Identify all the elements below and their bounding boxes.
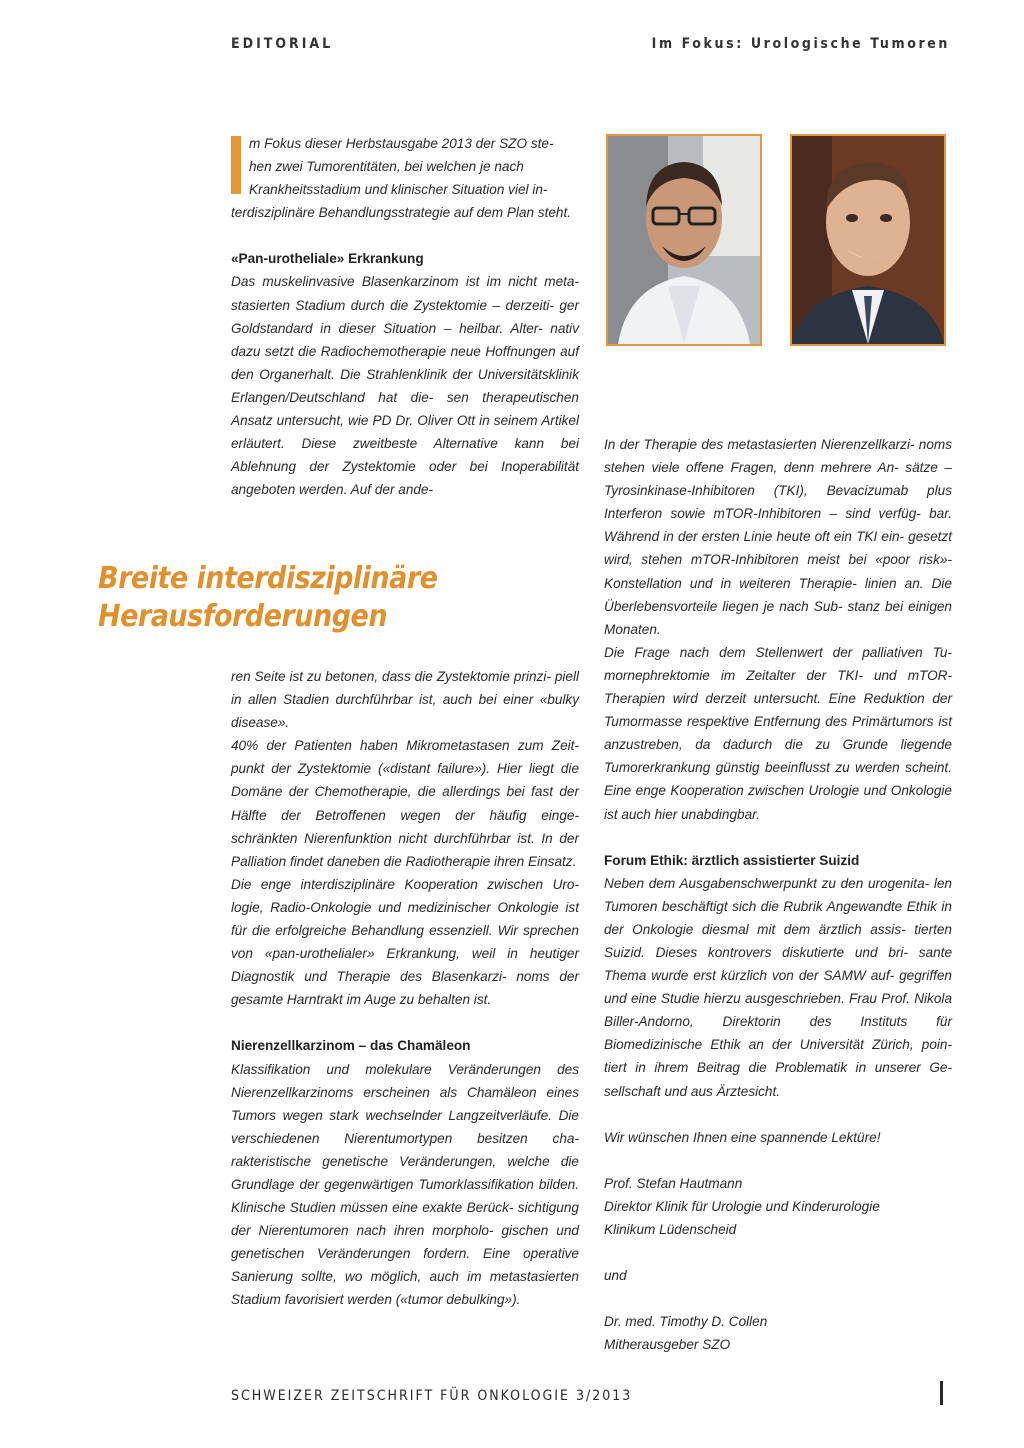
portrait-photo-hautmann: [606, 134, 762, 346]
portrait-photo-collen: [790, 134, 946, 346]
drop-cap-i: [231, 136, 241, 194]
intro-line-2: hen zwei Tumorentitäten, bei welchen je nach: [249, 159, 524, 175]
page-number-mark: [940, 1381, 943, 1405]
paragraph-metastatic-therapy: In der Therapie des metastasierten Nierenzellkarzi- noms stehen viele offene Fragen, denn mehrere An- sätze – Tyrosinkinase-Inhibitoren (TKI), Bevacizumab plus Interferon sowie mTOR-Inhibitoren – sind verfüg- bar. Während in der ersten Linie heute oft ein TKI ein- gesetzt wird, stehen mTOR-Inhibitoren meist bei «poor risk»-Konstellation und in weiteren Therapie- linien an. Die Überlebensvorteile liegen je nach Sub- stanz bei einigen Monaten.: [604, 437, 952, 637]
heading-chameleon: Nierenzellkarzinom – das Chamäleon: [231, 1038, 471, 1054]
right-column: [604, 433, 952, 1356]
intro-rest: terdisziplinäre Behandlungsstrategie auf dem Plan steht.: [231, 205, 572, 221]
closing-wish: Wir wünschen Ihnen eine spannende Lektüre!: [604, 1129, 881, 1145]
intro-line-3: Krankheitsstadium und klinischer Situation viel in-: [249, 182, 548, 198]
headline-line-2: Herausforderungen: [98, 599, 388, 634]
paragraph-renal-cell: Klassifikation und molekulare Veränderungen des Nierenzellkarzinoms erscheinen als Chamäleon eines Tumors wegen stark wechselnder Langzeitverläufe. Die verschiedenen Nierentumortypen besitzen cha- rakteristische genetische Veränderungen, welche die Grundlage der gegenwärtigen Tumorklassifikation bilden. Klinische Studien müssen eine exakte Berück- sichtigung der Nierentumoren nach ihren morpholo- gischen und genetischen Veränderungen fordern. Eine operative Sanierung sollte, wo möglich, auch im metastasierten Stadium favorisiert werden («tumor debulking»).: [231, 1061, 579, 1308]
headline-line-1: Breite interdisziplinäre: [98, 561, 438, 596]
heading-pan-urothelial: «Pan-urotheliale» Erkrankung: [231, 251, 424, 267]
headline: [98, 560, 518, 636]
topic-label: Im Fokus: Urologische Tumoren: [651, 36, 950, 52]
paragraph-cooperation: Die enge interdisziplinäre Kooperation zwischen Uro- logie, Radio-Onkologie und medizinischer Onkologie ist für die erfolgreiche Behandlung essenziell. Wir sprechen von «pan-urothelialer» Erkrankung, weil in heutiger Diagnostik und Therapie des Blasenkarzi- noms der gesamte Harntrakt im Auge zu behalten ist.: [231, 876, 579, 1008]
author-1-name: Prof. Stefan Hautmann: [604, 1175, 743, 1191]
journal-footer: SCHWEIZER ZEITSCHRIFT FÜR ONKOLOGIE 3/2013: [231, 1388, 633, 1404]
paragraph-bladder-carcinoma: Das muskelinvasive Blasenkarzinom ist im nicht meta- stasierten Stadium durch die Zystektomie – derzeiti- ger Goldstandard in dieser Situation – heilbar. Alter- nativ dazu setzt die Radiochemotherapie neue Hoffnungen auf den Organerhalt. Die Strahlenklinik der Universitätsklinik Erlangen/Deutschland hat die- sen therapeutischen Ansatz untersucht, wie PD Dr. Oliver Ott in seinem Artikel erläutert. Diese zweitbeste Alternative kann bei Ablehnung der Zystektomie oder bei Inoperabilität angeboten werden. Auf der ande-: [231, 274, 579, 498]
author-2-name: Dr. med. Timothy D. Collen: [604, 1314, 768, 1330]
paragraph-assisted-suicide: Neben dem Ausgabenschwerpunkt zu den urogenita- len Tumoren beschäftigt sich die Rubrik Angewandte Ethik in der Onkologie diesmal mit dem ärztlich assis- tierten Suizid. Dieses kontrovers diskutierte und bri- sante Thema wurde erst kürzlich von der SAMW auf- gegriffen und eine Studie hierzu ausgeschrieben. Frau Prof. Nikola Biller-Andorno, Direktorin des Instituts für Biomedizinische Ethik an der Universität Zürich, poin- tiert in ihrem Beitrag die Problematik in unserer Ge- sellschaft und aus Ärztesicht.: [604, 875, 952, 1099]
paragraph-micrometastases: 40% der Patienten haben Mikrometastasen zum Zeit- punkt der Zystektomie («distant failure»). Hier liegt die Domäne der Chemotherapie, die allerdings bei fast der Hälfte der Betroffenen wegen der häufig einge- schränkten Nierenfunktion nicht durchführbar ist. In der Palliation findet daneben die Radiotherapie ihren Einsatz.: [231, 738, 579, 869]
conjunction-und: und: [604, 1268, 627, 1283]
author-2-role: Mitherausgeber SZO: [604, 1337, 731, 1353]
heading-forum-ethik: Forum Ethik: ärztlich assistierter Suizid: [604, 852, 860, 868]
paragraph-cystectomy: ren Seite ist zu betonen, dass die Zystektomie prinzi- piell in allen Stadien durchführbar ist, auch bei einer «bulky disease».: [231, 669, 579, 731]
paragraph-nephrectomy: Die Frage nach dem Stellenwert der palliativen Tu- mornephrektomie im Zeitalter der TKI- und mTOR- Therapien wird derzeit untersucht. Eine Reduktion der Tumormasse respektive Entfernung des Primärtumors ist anzustreben, da dadurch die zu Grunde liegende Tumorerkrankung günstig beeinflusst zu werden scheint. Eine enge Kooperation zwischen Urologie und Onkologie ist auch hier unabdingbar.: [604, 644, 952, 822]
intro-line-1: m Fokus dieser Herbstausgabe 2013 der SZO ste-: [249, 136, 554, 151]
section-label: EDITORIAL: [231, 36, 334, 52]
intro-block: [231, 132, 579, 224]
author-1-place: Klinikum Lüdenscheid: [604, 1221, 737, 1237]
left-column-top: [231, 132, 579, 501]
author-1-role: Direktor Klinik für Urologie und Kinderurologie: [604, 1198, 880, 1214]
left-column-bottom: [231, 665, 579, 1312]
